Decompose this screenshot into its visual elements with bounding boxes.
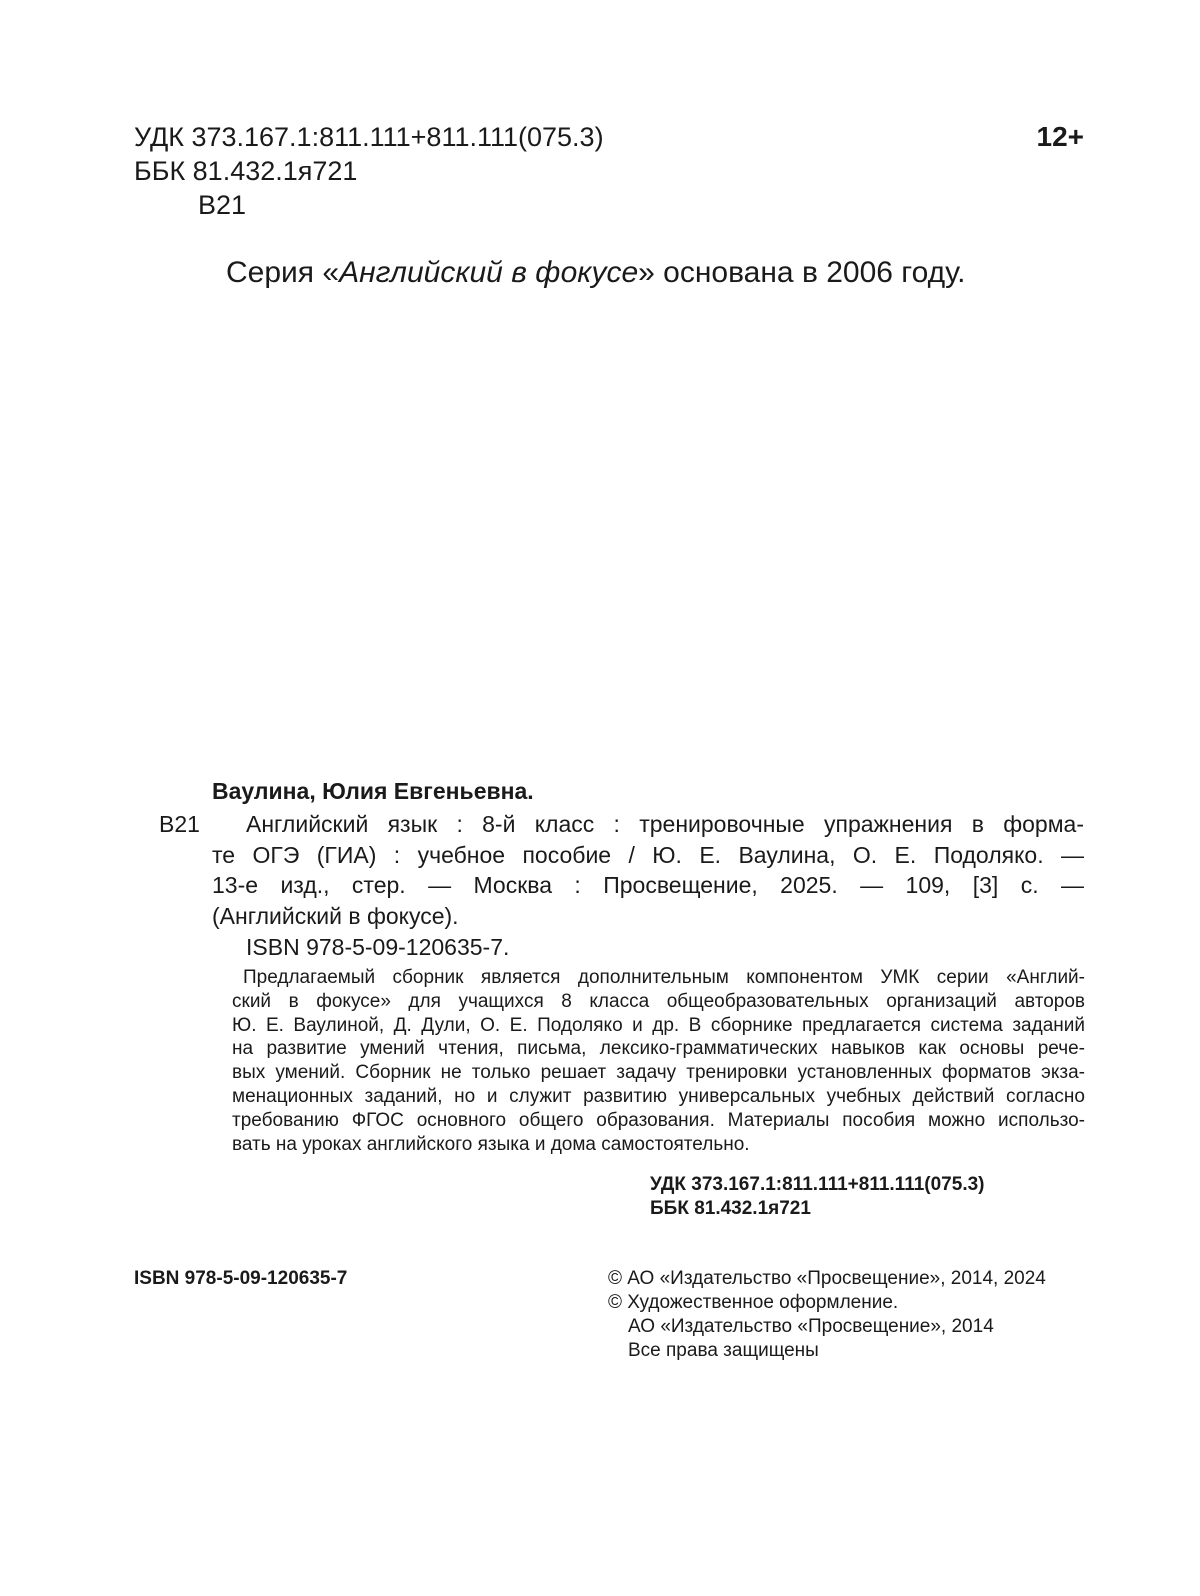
series-after: » основана в 2006 году. [638, 256, 966, 289]
author-heading: Ваулина, Юлия Евгеньевна. [212, 778, 534, 804]
bib-description [212, 809, 1084, 931]
udk-classification: УДК 373.167.1:811.111+811.111(075.3) [650, 1174, 985, 1195]
footer-isbn: ISBN 978-5-09-120635-7 [134, 1268, 348, 1289]
bib-line: те ОГЭ (ГИА) : учебное пособие / Ю. Е. Ваулина, О. Е. Подоляко. — [212, 841, 1084, 868]
annotation-line: менационных заданий, но и служит развитию универсальных учебных действий согласно [232, 1085, 1085, 1107]
annotation-line: требованию ФГОС основного общего образования. Материалы пособия можно использо- [232, 1109, 1085, 1131]
series-title: Английский в фокусе [339, 256, 639, 289]
bib-author-mark: В21 [159, 811, 200, 837]
annotation [232, 966, 1085, 1156]
udk-header: УДК 373.167.1:811.111+811.111(075.3) [134, 122, 604, 152]
annotation-line: на развитие умений чтения, письма, лексико-грамматических навыков как основы рече- [232, 1038, 1085, 1060]
author-mark-header: В21 [198, 190, 247, 220]
copyright-line: АО «Издательство «Просвещение», 2014 [628, 1316, 994, 1337]
bbk-classification: ББК 81.432.1я721 [650, 1198, 811, 1219]
copyright-line: © АО «Издательство «Просвещение», 2014, 2024 [608, 1268, 1046, 1289]
annotation-line: Предлагаемый сборник является дополнительным компонентом УМК серии «Англий- [243, 967, 1085, 988]
series-statement [226, 256, 965, 290]
annotation-line: вых умений. Сборник не только решает задачу тренировки установленных форматов экза- [232, 1062, 1085, 1084]
bib-line: (Английский в фокусе). [212, 902, 459, 929]
rights-reserved: Все права защищены [628, 1340, 819, 1361]
annotation-line: ский в фокусе» для учащихся 8 класса общеобразовательных организаций авторов [232, 990, 1085, 1012]
bib-line: 13-е изд., стер. — Москва : Просвещение, 2025. — 109, [3] с. — [212, 872, 1084, 898]
age-rating: 12+ [1036, 121, 1084, 152]
bib-isbn: ISBN 978-5-09-120635-7. [246, 934, 510, 960]
copyright-line: © Художественное оформление. [608, 1292, 899, 1313]
annotation-line: Ю. Е. Ваулиной, Д. Дули, О. Е. Подоляко и др. В сборнике предлагается система заданий [232, 1014, 1085, 1036]
bbk-header: ББК 81.432.1я721 [134, 156, 358, 186]
bib-line: Английский язык : 8-й класс : тренировочные упражнения в форма- [246, 811, 1084, 837]
series-before: Серия « [226, 256, 340, 289]
annotation-line: вать на уроках английского языка и дома самостоятельно. [232, 1133, 750, 1155]
